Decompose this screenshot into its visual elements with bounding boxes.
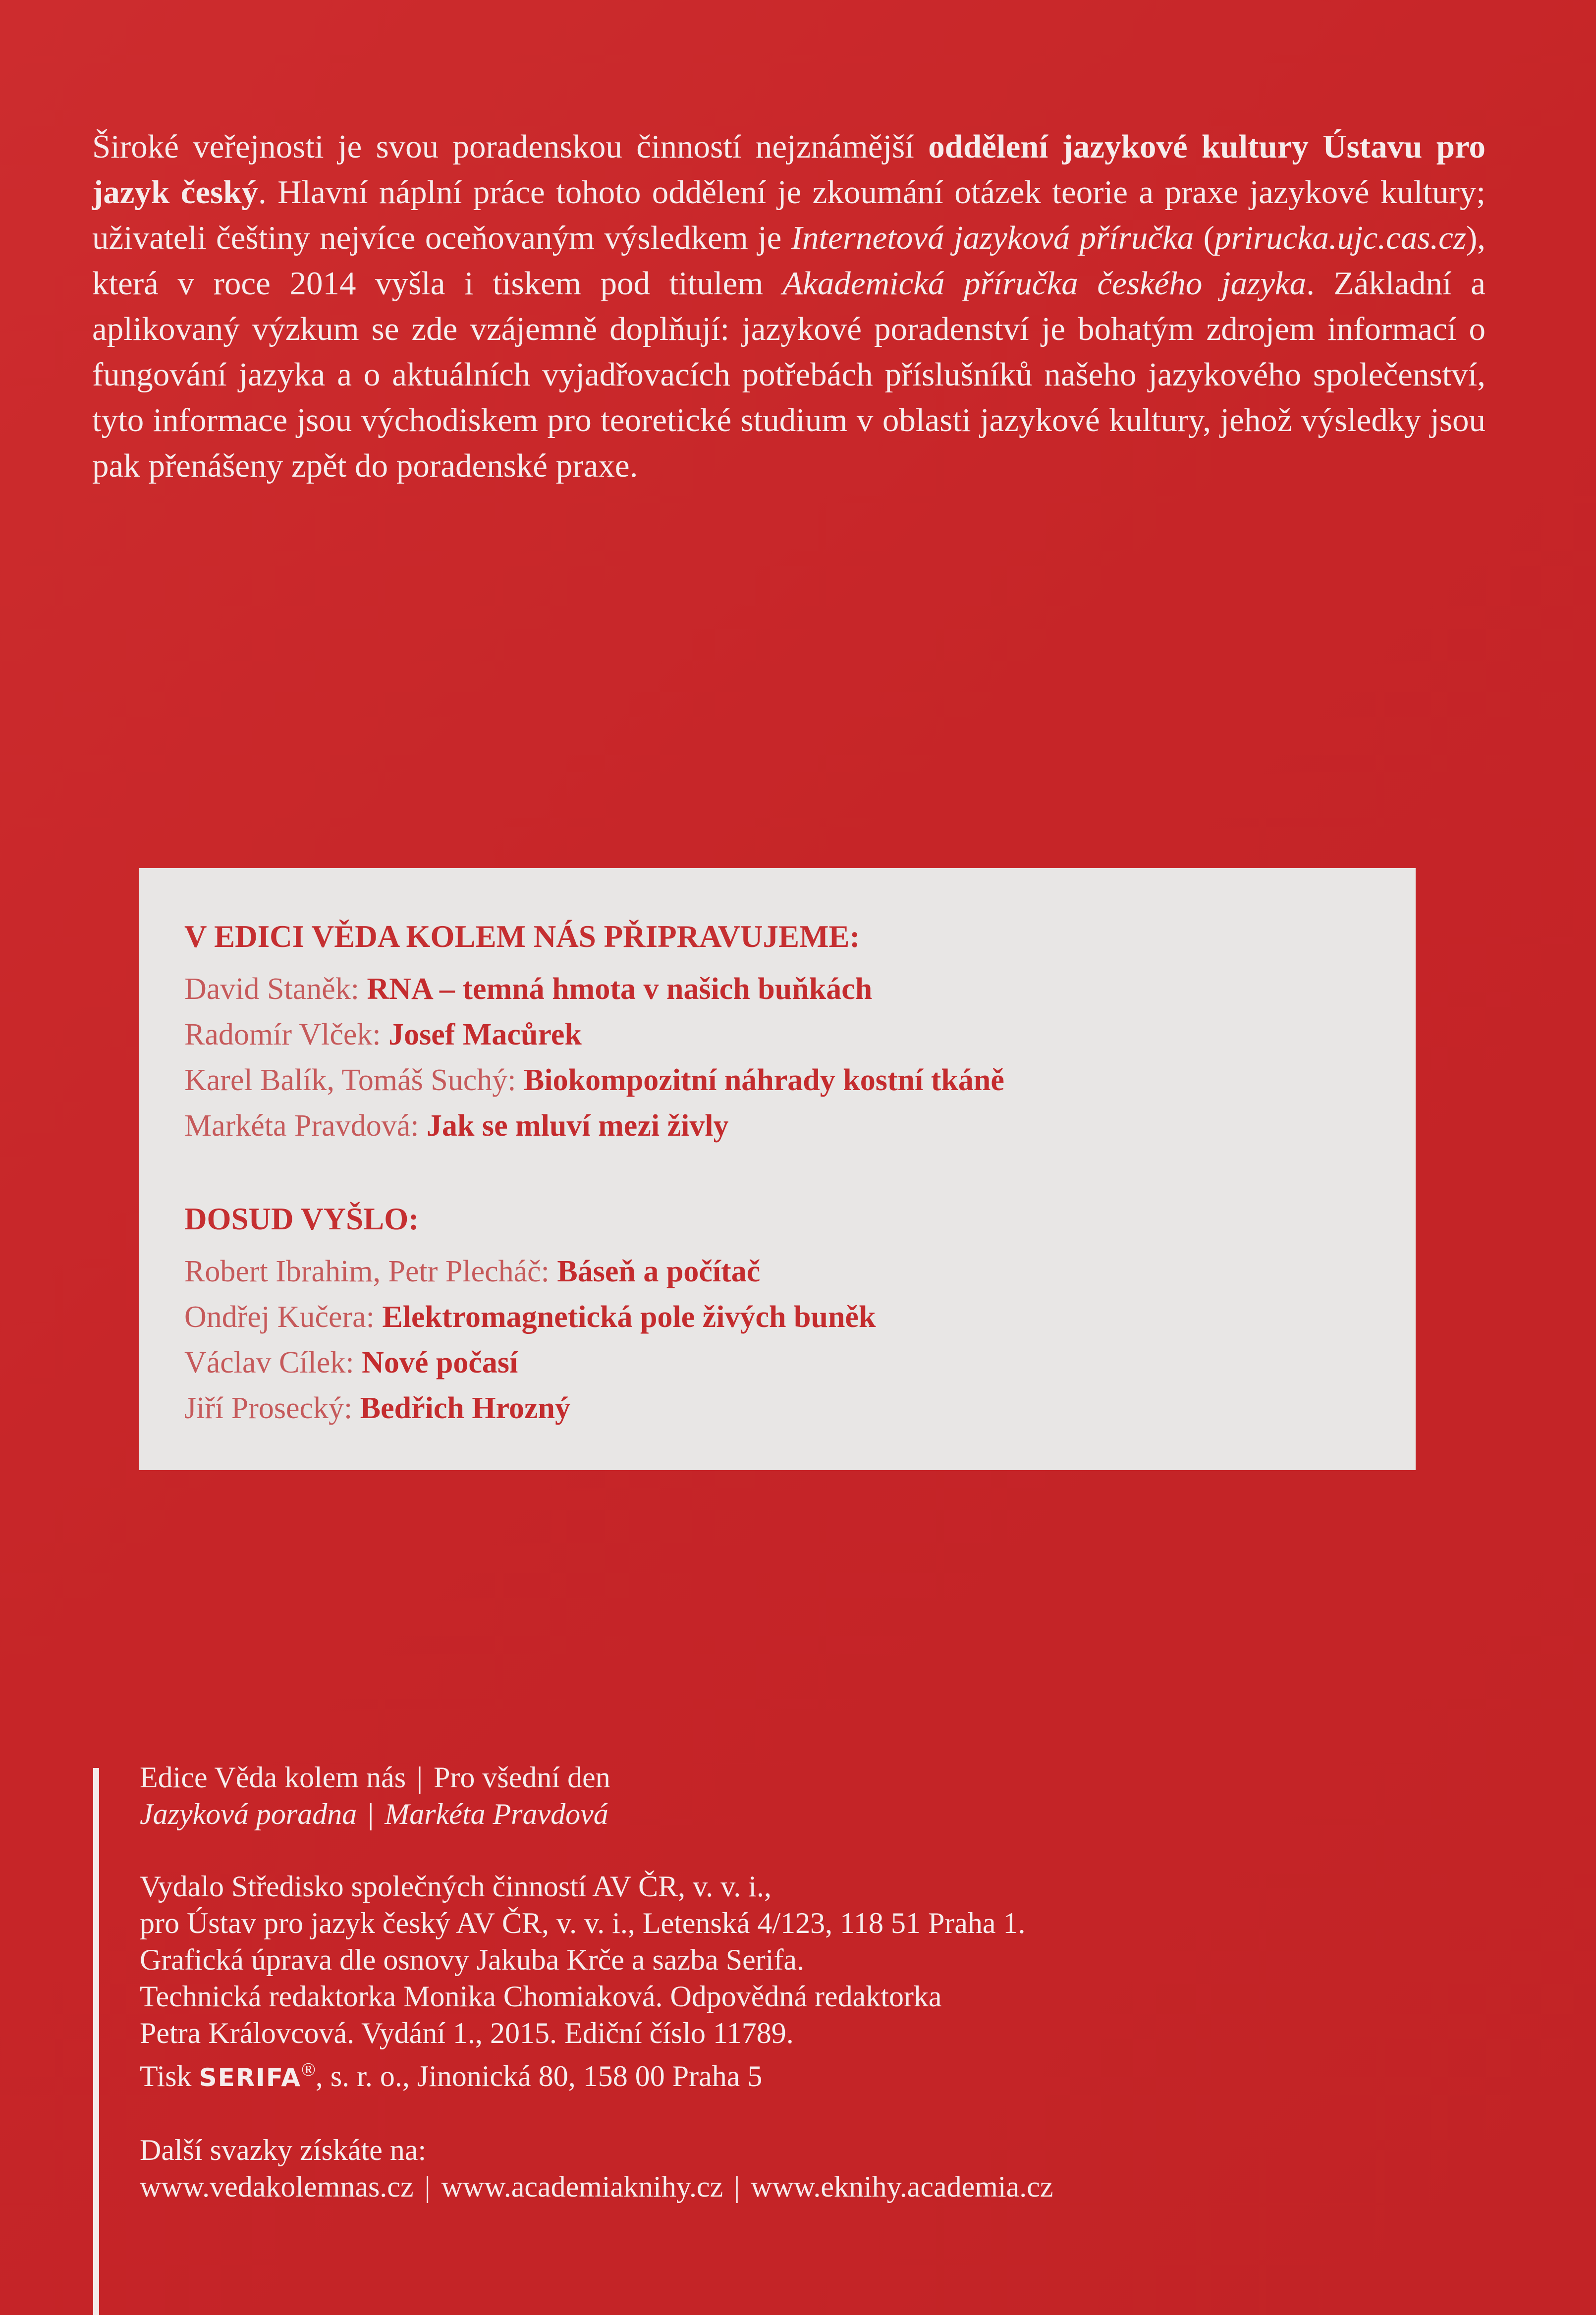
upcoming-list [184,966,1383,1149]
published-list [184,1249,1383,1431]
title-line [140,1796,1478,1832]
section-gap [184,1149,1383,1196]
intro-italic-title: Internetová jazyková příručka [791,220,1194,256]
intro-text: ( [1194,220,1214,256]
upcoming-heading: V EDICI VĚDA KOLEM NÁS PŘIPRAVUJEME: [184,919,860,954]
list-item [184,966,1383,1012]
book-title: Nové počasí [362,1346,518,1379]
print-prefix: Tisk [140,2060,199,2093]
link-vedakolemnas[interactable]: www.vedakolemnas.cz [140,2170,414,2203]
book-title: Jazyková poradna [140,1798,357,1830]
book-title: Biokompozitní náhrady kostní tkáně [524,1063,1004,1097]
imprint-line: Technická redaktorka Monika Chomiaková. Odpovědná redaktorka [140,1980,942,2013]
list-item [184,1249,1383,1294]
imprint-line: Petra Královcová. Vydání 1., 2015. Ediční číslo 11789. [140,2017,794,2049]
book-author: Radomír Vlček: [184,1018,389,1051]
imprint-line: Vydalo Středisko společných činností AV ČR, v. v. i., [140,1870,771,1903]
intro-bold-institution: oddělení jazykové kultury Ústavu pro jazyk český [92,128,1486,211]
intro-text: . Hlavní náplní práce tohoto oddělení je zkoumání otázek teorie a praxe jazykové kultury; uživateli češtiny nejvíce oceňovaným výsledkem je [92,174,1486,256]
more-label: Další svazky získáte na: [140,2134,427,2166]
intro-italic-url: prirucka.ujc.cas.cz [1214,220,1466,256]
intro-text: Široké veřejnosti je svou poradenskou činností nejznámější [92,128,929,165]
book-author: Ondřej Kučera: [184,1300,383,1334]
list-item [184,1057,1383,1103]
book-title: RNA – temná hmota v našich buňkách [367,972,873,1006]
list-item [184,1340,1383,1385]
book-title: Josef Macůrek [388,1018,582,1051]
book-title: Elektromagnetická pole živých buněk [382,1300,876,1334]
separator: | [417,1761,423,1794]
printer-line [140,2051,1478,2096]
book-author: Karel Balík, Tomáš Suchý: [184,1063,524,1097]
registered-mark: ® [301,2059,316,2080]
print-suffix: , s. r. o., Jinonická 80, 158 00 Praha 5 [315,2060,763,2093]
intro-paragraph [92,124,1486,489]
list-item [184,1103,1383,1149]
book-author: Jiří Prosecký: [184,1391,360,1425]
imprint-line: pro Ústav pro jazyk český AV ČR, v. v. i., Letenská 4/123, 118 51 Praha 1. [140,1907,1026,1939]
block-gap [140,2096,1478,2132]
colophon [140,1759,1478,2205]
book-author: Václav Cílek: [184,1346,362,1379]
intro-italic-title: Akademická příručka českého jazyka [782,265,1307,302]
separator: | [368,1798,374,1830]
list-item [184,1294,1383,1340]
series-panel [139,868,1416,1470]
book-title: Bedřich Hrozný [360,1391,570,1425]
imprint-line: Grafická úprava dle osnovy Jakuba Krče a sazba Serifa. [140,1943,805,1976]
series-panel-content [184,914,1383,1431]
intro-text: ), která v roce 2014 vyšla i tiskem pod titulem [92,220,1486,302]
links-line [140,2168,1478,2205]
link-eknihy[interactable]: www.eknihy.academia.cz [751,2170,1053,2203]
book-author: Markéta Pravdová [385,1798,608,1830]
block-gap [140,1832,1478,1868]
subseries-name: Pro všední den [434,1761,610,1794]
separator: | [734,2170,740,2203]
book-title: Báseň a počítač [557,1255,761,1288]
serifa-logo: SERIFA [199,2063,301,2092]
list-item [184,1385,1383,1431]
series-line [140,1759,1478,1796]
book-title: Jak se mluví mezi živly [426,1109,729,1143]
series-name: Edice Věda kolem nás [140,1761,406,1794]
published-heading: DOSUD VYŠLO: [184,1202,419,1236]
colophon-rule [93,1768,99,2315]
link-academiaknihy[interactable]: www.academiaknihy.cz [441,2170,723,2203]
separator: | [424,2170,431,2203]
intro-text: . Základní a aplikovaný výzkum se zde vzájemně doplňují: jazykové poradenství je bohatým zdrojem informací o fungování jazyka a o aktuálních vyjadřovacích potřebách příslušníků našeho jazykového společenství, tyto informace jsou východiskem pro teoretické studium v oblasti jazykové kultury, jehož výsledky jsou pak přenášeny zpět do poradenské praxe. [92,265,1486,484]
list-item [184,1012,1383,1057]
book-author: Robert Ibrahim, Petr Plecháč: [184,1255,557,1288]
book-author: Markéta Pravdová: [184,1109,427,1143]
book-author: David Staněk: [184,972,367,1006]
